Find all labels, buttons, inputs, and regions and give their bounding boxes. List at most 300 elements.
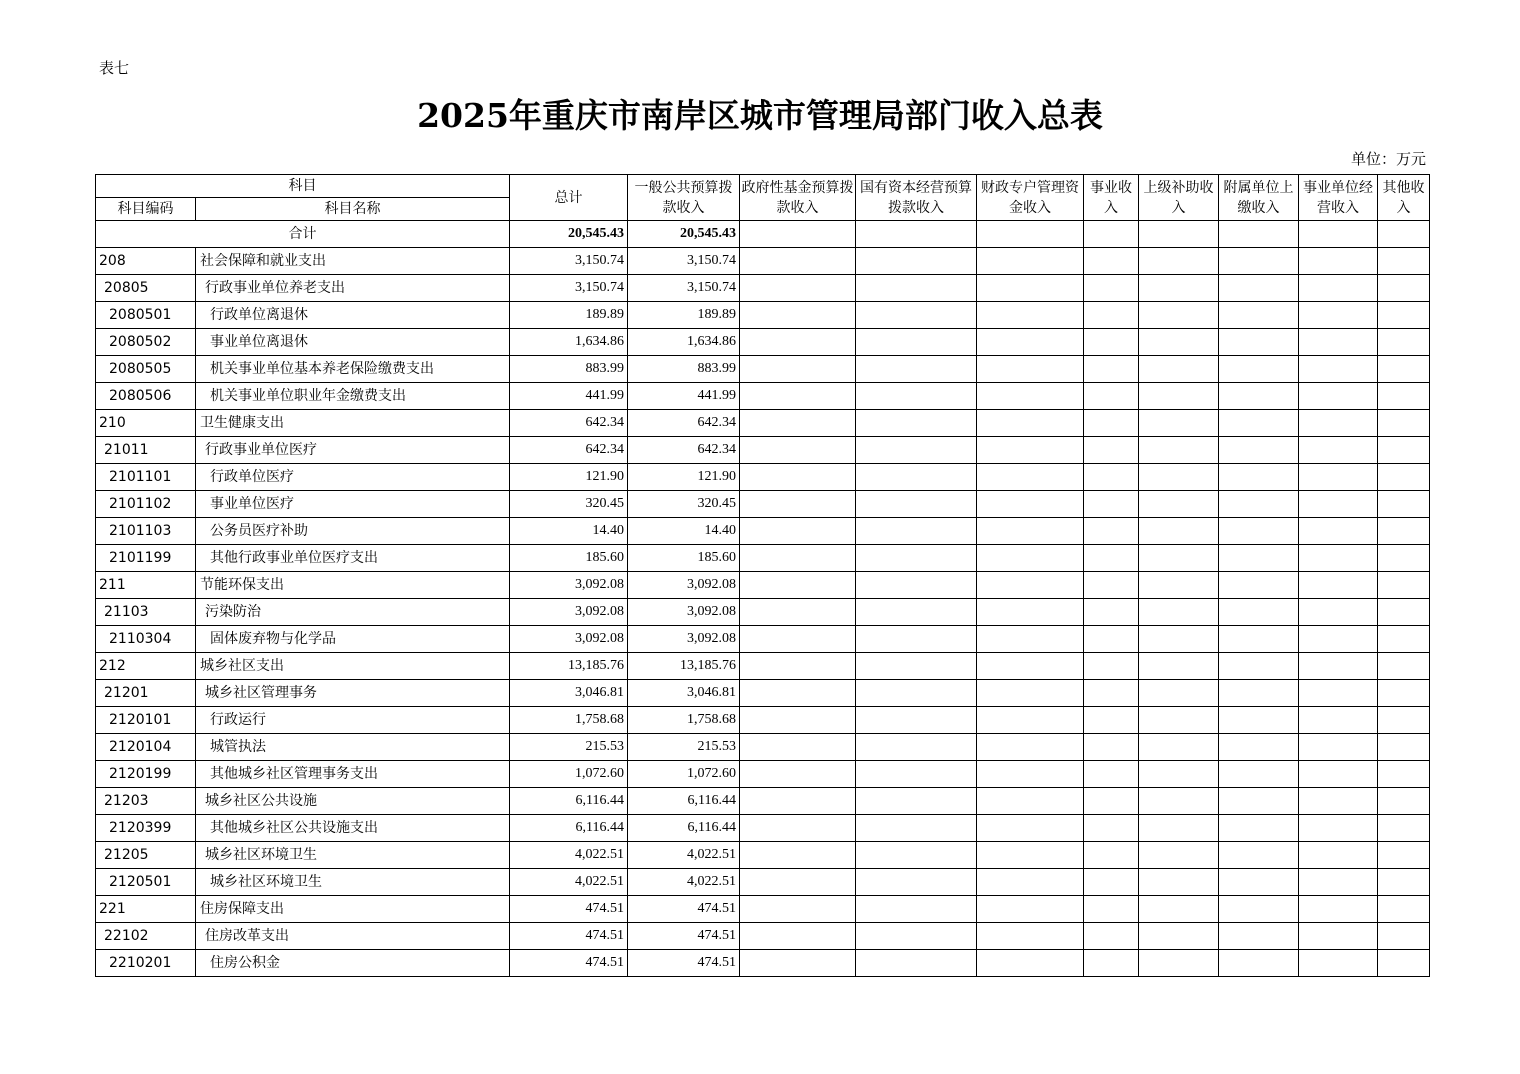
row-general: 441.99 (628, 383, 740, 410)
page-title: 2025年重庆市南岸区城市管理局部门收入总表 (417, 96, 1103, 135)
empty-cell (1378, 761, 1430, 788)
empty-cell (1084, 221, 1139, 248)
row-general: 3,150.74 (628, 275, 740, 302)
row-total: 1,758.68 (510, 707, 628, 734)
row-name: 事业单位医疗 (196, 491, 510, 518)
empty-cell (740, 491, 856, 518)
row-name: 住房改革支出 (196, 923, 510, 950)
row-general: 189.89 (628, 302, 740, 329)
empty-cell (1299, 221, 1378, 248)
empty-cell (1084, 896, 1139, 923)
empty-cell (1378, 842, 1430, 869)
unit-label: 单位：万元 (1350, 150, 1426, 168)
empty-cell (1084, 869, 1139, 896)
row-total: 215.53 (510, 734, 628, 761)
table-row (96, 734, 1430, 761)
row-code: 21011 (96, 437, 196, 464)
empty-cell (1084, 329, 1139, 356)
empty-cell (1139, 653, 1219, 680)
empty-cell (1139, 356, 1219, 383)
table-row (96, 383, 1430, 410)
row-name: 城管执法 (196, 734, 510, 761)
row-general: 1,634.86 (628, 329, 740, 356)
empty-cell (740, 896, 856, 923)
empty-cell (1219, 356, 1299, 383)
row-name: 污染防治 (196, 599, 510, 626)
empty-cell (1299, 572, 1378, 599)
empty-cell (740, 464, 856, 491)
header-col-affiliated: 附属单位上缴收入 (1219, 175, 1299, 221)
table-number: 表七 (99, 59, 130, 77)
empty-cell (1139, 275, 1219, 302)
empty-cell (1219, 599, 1299, 626)
row-total: 1,634.86 (510, 329, 628, 356)
empty-cell (977, 869, 1084, 896)
empty-cell (1299, 410, 1378, 437)
empty-cell (740, 329, 856, 356)
empty-cell (1219, 734, 1299, 761)
empty-cell (1299, 923, 1378, 950)
row-name: 城乡社区公共设施 (196, 788, 510, 815)
empty-cell (977, 923, 1084, 950)
row-general: 121.90 (628, 464, 740, 491)
row-general: 3,092.08 (628, 626, 740, 653)
income-summary-table (95, 174, 1430, 977)
empty-cell (1084, 599, 1139, 626)
row-code: 21203 (96, 788, 196, 815)
row-general: 6,116.44 (628, 788, 740, 815)
empty-cell (1139, 329, 1219, 356)
table-row (96, 896, 1430, 923)
empty-cell (1139, 923, 1219, 950)
empty-cell (1378, 626, 1430, 653)
row-name: 其他行政事业单位医疗支出 (196, 545, 510, 572)
empty-cell (977, 815, 1084, 842)
empty-cell (856, 788, 977, 815)
empty-cell (1084, 950, 1139, 977)
total-row (96, 221, 1430, 248)
empty-cell (1378, 329, 1430, 356)
empty-cell (1299, 896, 1378, 923)
empty-cell (856, 329, 977, 356)
row-general: 320.45 (628, 491, 740, 518)
empty-cell (740, 275, 856, 302)
empty-cell (977, 275, 1084, 302)
table-row (96, 464, 1430, 491)
row-general: 215.53 (628, 734, 740, 761)
empty-cell (1219, 815, 1299, 842)
table-row (96, 437, 1430, 464)
row-name: 行政单位离退休 (196, 302, 510, 329)
empty-cell (1139, 248, 1219, 275)
empty-cell (1139, 761, 1219, 788)
row-total: 6,116.44 (510, 815, 628, 842)
empty-cell (1139, 626, 1219, 653)
empty-cell (1299, 788, 1378, 815)
empty-cell (1139, 950, 1219, 977)
empty-cell (1084, 464, 1139, 491)
empty-cell (1299, 599, 1378, 626)
row-name: 行政事业单位医疗 (196, 437, 510, 464)
row-total: 1,072.60 (510, 761, 628, 788)
table-row (96, 680, 1430, 707)
empty-cell (1139, 869, 1219, 896)
empty-cell (1084, 788, 1139, 815)
empty-cell (977, 680, 1084, 707)
empty-cell (1139, 221, 1219, 248)
empty-cell (1084, 572, 1139, 599)
table-row (96, 842, 1430, 869)
row-name: 行政运行 (196, 707, 510, 734)
empty-cell (740, 734, 856, 761)
row-total: 642.34 (510, 410, 628, 437)
table-row (96, 869, 1430, 896)
header-col-fiscal-account: 财政专户管理资金收入 (977, 175, 1084, 221)
empty-cell (856, 248, 977, 275)
empty-cell (856, 545, 977, 572)
empty-cell (740, 653, 856, 680)
table-row (96, 572, 1430, 599)
empty-cell (977, 248, 1084, 275)
empty-cell (740, 221, 856, 248)
row-general: 1,758.68 (628, 707, 740, 734)
row-general: 642.34 (628, 410, 740, 437)
empty-cell (1299, 248, 1378, 275)
row-code: 2101199 (96, 545, 196, 572)
row-code: 208 (96, 248, 196, 275)
empty-cell (1219, 788, 1299, 815)
empty-cell (1219, 410, 1299, 437)
row-code: 20805 (96, 275, 196, 302)
row-general: 14.40 (628, 518, 740, 545)
empty-cell (1139, 572, 1219, 599)
empty-cell (1219, 464, 1299, 491)
empty-cell (740, 923, 856, 950)
empty-cell (740, 842, 856, 869)
empty-cell (856, 221, 977, 248)
empty-cell (856, 491, 977, 518)
empty-cell (1299, 869, 1378, 896)
empty-cell (977, 518, 1084, 545)
empty-cell (1299, 383, 1378, 410)
empty-cell (856, 761, 977, 788)
empty-cell (1084, 248, 1139, 275)
empty-cell (1299, 653, 1378, 680)
empty-cell (856, 275, 977, 302)
empty-cell (1219, 923, 1299, 950)
empty-cell (1299, 842, 1378, 869)
empty-cell (1219, 491, 1299, 518)
empty-cell (977, 707, 1084, 734)
row-name: 其他城乡社区公共设施支出 (196, 815, 510, 842)
empty-cell (1084, 302, 1139, 329)
row-code: 2101101 (96, 464, 196, 491)
table-row (96, 761, 1430, 788)
row-general: 185.60 (628, 545, 740, 572)
row-code: 2120199 (96, 761, 196, 788)
empty-cell (977, 491, 1084, 518)
table-row (96, 491, 1430, 518)
empty-cell (1219, 329, 1299, 356)
empty-cell (1378, 680, 1430, 707)
empty-cell (1219, 653, 1299, 680)
empty-cell (740, 248, 856, 275)
header-col-state-capital: 国有资本经营预算拨款收入 (856, 175, 977, 221)
empty-cell (1219, 626, 1299, 653)
row-code: 211 (96, 572, 196, 599)
empty-cell (856, 680, 977, 707)
empty-cell (977, 761, 1084, 788)
row-total: 13,185.76 (510, 653, 628, 680)
row-name: 行政单位医疗 (196, 464, 510, 491)
row-total: 3,150.74 (510, 248, 628, 275)
row-name: 事业单位离退休 (196, 329, 510, 356)
empty-cell (1378, 896, 1430, 923)
empty-cell (1378, 302, 1430, 329)
table-row (96, 599, 1430, 626)
empty-cell (1139, 788, 1219, 815)
empty-cell (977, 788, 1084, 815)
row-name: 城乡社区管理事务 (196, 680, 510, 707)
empty-cell (856, 572, 977, 599)
row-name: 城乡社区环境卫生 (196, 842, 510, 869)
empty-cell (856, 923, 977, 950)
empty-cell (856, 626, 977, 653)
row-general: 883.99 (628, 356, 740, 383)
table-row (96, 410, 1430, 437)
row-general: 3,092.08 (628, 599, 740, 626)
row-name: 机关事业单位职业年金缴费支出 (196, 383, 510, 410)
empty-cell (1219, 248, 1299, 275)
empty-cell (1378, 518, 1430, 545)
empty-cell (977, 410, 1084, 437)
total-label: 合计 (96, 221, 510, 248)
empty-cell (856, 653, 977, 680)
empty-cell (1299, 545, 1378, 572)
row-general: 642.34 (628, 437, 740, 464)
table-row (96, 329, 1430, 356)
empty-cell (740, 356, 856, 383)
header-col-total: 总计 (510, 175, 628, 221)
empty-cell (1219, 761, 1299, 788)
empty-cell (1299, 815, 1378, 842)
empty-cell (856, 599, 977, 626)
empty-cell (856, 383, 977, 410)
empty-cell (1219, 437, 1299, 464)
empty-cell (1084, 383, 1139, 410)
row-code: 210 (96, 410, 196, 437)
empty-cell (977, 464, 1084, 491)
empty-cell (1299, 518, 1378, 545)
empty-cell (740, 599, 856, 626)
table-row (96, 275, 1430, 302)
row-total: 474.51 (510, 950, 628, 977)
empty-cell (1378, 545, 1430, 572)
row-code: 2120101 (96, 707, 196, 734)
empty-cell (740, 626, 856, 653)
empty-cell (1378, 356, 1430, 383)
empty-cell (1378, 788, 1430, 815)
empty-cell (1139, 734, 1219, 761)
table-row (96, 626, 1430, 653)
empty-cell (1084, 707, 1139, 734)
row-name: 社会保障和就业支出 (196, 248, 510, 275)
empty-cell (1139, 842, 1219, 869)
row-code: 2080501 (96, 302, 196, 329)
empty-cell (740, 815, 856, 842)
row-total: 121.90 (510, 464, 628, 491)
row-general: 4,022.51 (628, 842, 740, 869)
empty-cell (856, 896, 977, 923)
empty-cell (856, 410, 977, 437)
empty-cell (740, 680, 856, 707)
row-total: 883.99 (510, 356, 628, 383)
empty-cell (1084, 410, 1139, 437)
empty-cell (1378, 734, 1430, 761)
header-col-superior-subsidy: 上级补助收入 (1139, 175, 1219, 221)
empty-cell (740, 707, 856, 734)
empty-cell (856, 437, 977, 464)
row-name: 机关事业单位基本养老保险缴费支出 (196, 356, 510, 383)
row-code: 2210201 (96, 950, 196, 977)
row-code: 2120104 (96, 734, 196, 761)
empty-cell (1299, 275, 1378, 302)
row-code: 21103 (96, 599, 196, 626)
empty-cell (740, 788, 856, 815)
row-code: 2120501 (96, 869, 196, 896)
empty-cell (740, 437, 856, 464)
row-name: 城乡社区环境卫生 (196, 869, 510, 896)
empty-cell (740, 410, 856, 437)
empty-cell (1139, 599, 1219, 626)
empty-cell (1299, 356, 1378, 383)
empty-cell (977, 599, 1084, 626)
empty-cell (856, 734, 977, 761)
row-code: 22102 (96, 923, 196, 950)
empty-cell (1299, 734, 1378, 761)
row-general: 13,185.76 (628, 653, 740, 680)
empty-cell (1084, 842, 1139, 869)
row-code: 2080502 (96, 329, 196, 356)
row-total: 474.51 (510, 923, 628, 950)
table-row (96, 815, 1430, 842)
row-total: 189.89 (510, 302, 628, 329)
empty-cell (1378, 275, 1430, 302)
header-col-other: 其他收入 (1378, 175, 1430, 221)
table-row (96, 518, 1430, 545)
empty-cell (1378, 248, 1430, 275)
header-col-gov-fund: 政府性基金预算拨款收入 (740, 175, 856, 221)
row-code: 212 (96, 653, 196, 680)
empty-cell (1299, 329, 1378, 356)
row-name: 住房保障支出 (196, 896, 510, 923)
empty-cell (1378, 437, 1430, 464)
table-row (96, 302, 1430, 329)
empty-cell (1299, 464, 1378, 491)
empty-cell (1299, 680, 1378, 707)
empty-cell (856, 707, 977, 734)
empty-cell (1139, 896, 1219, 923)
empty-cell (856, 302, 977, 329)
header-col-general: 一般公共预算拨款收入 (628, 175, 740, 221)
row-general: 474.51 (628, 950, 740, 977)
empty-cell (856, 950, 977, 977)
row-code: 221 (96, 896, 196, 923)
empty-cell (1084, 626, 1139, 653)
table-row (96, 545, 1430, 572)
empty-cell (1378, 599, 1430, 626)
row-total: 6,116.44 (510, 788, 628, 815)
empty-cell (1378, 410, 1430, 437)
row-name: 行政事业单位养老支出 (196, 275, 510, 302)
empty-cell (977, 356, 1084, 383)
row-code: 2120399 (96, 815, 196, 842)
empty-cell (1378, 221, 1430, 248)
row-general: 4,022.51 (628, 869, 740, 896)
empty-cell (1139, 491, 1219, 518)
row-total: 3,150.74 (510, 275, 628, 302)
empty-cell (740, 383, 856, 410)
table-row (96, 356, 1430, 383)
row-general: 3,150.74 (628, 248, 740, 275)
row-code: 21201 (96, 680, 196, 707)
empty-cell (856, 518, 977, 545)
row-name: 公务员医疗补助 (196, 518, 510, 545)
empty-cell (1219, 545, 1299, 572)
empty-cell (977, 437, 1084, 464)
row-total: 642.34 (510, 437, 628, 464)
total-value: 20,545.43 (510, 221, 628, 248)
empty-cell (1299, 491, 1378, 518)
empty-cell (1378, 464, 1430, 491)
empty-cell (1139, 464, 1219, 491)
empty-cell (977, 329, 1084, 356)
empty-cell (1378, 869, 1430, 896)
empty-cell (1219, 680, 1299, 707)
table-row (96, 653, 1430, 680)
row-total: 3,092.08 (510, 572, 628, 599)
row-name: 其他城乡社区管理事务支出 (196, 761, 510, 788)
row-code: 2080506 (96, 383, 196, 410)
empty-cell (1378, 653, 1430, 680)
empty-cell (1378, 491, 1430, 518)
empty-cell (856, 869, 977, 896)
empty-cell (1084, 491, 1139, 518)
empty-cell (740, 545, 856, 572)
row-total: 320.45 (510, 491, 628, 518)
row-total: 4,022.51 (510, 869, 628, 896)
empty-cell (1219, 518, 1299, 545)
header-col-business: 事业收入 (1084, 175, 1139, 221)
empty-cell (977, 734, 1084, 761)
empty-cell (1084, 680, 1139, 707)
row-general: 474.51 (628, 896, 740, 923)
empty-cell (1219, 302, 1299, 329)
empty-cell (1299, 302, 1378, 329)
row-general: 474.51 (628, 923, 740, 950)
row-general: 3,092.08 (628, 572, 740, 599)
empty-cell (856, 815, 977, 842)
row-general: 3,046.81 (628, 680, 740, 707)
empty-cell (1378, 923, 1430, 950)
row-total: 474.51 (510, 896, 628, 923)
empty-cell (1378, 572, 1430, 599)
empty-cell (856, 842, 977, 869)
empty-cell (1139, 545, 1219, 572)
empty-cell (1084, 275, 1139, 302)
row-code: 2101102 (96, 491, 196, 518)
empty-cell (856, 464, 977, 491)
